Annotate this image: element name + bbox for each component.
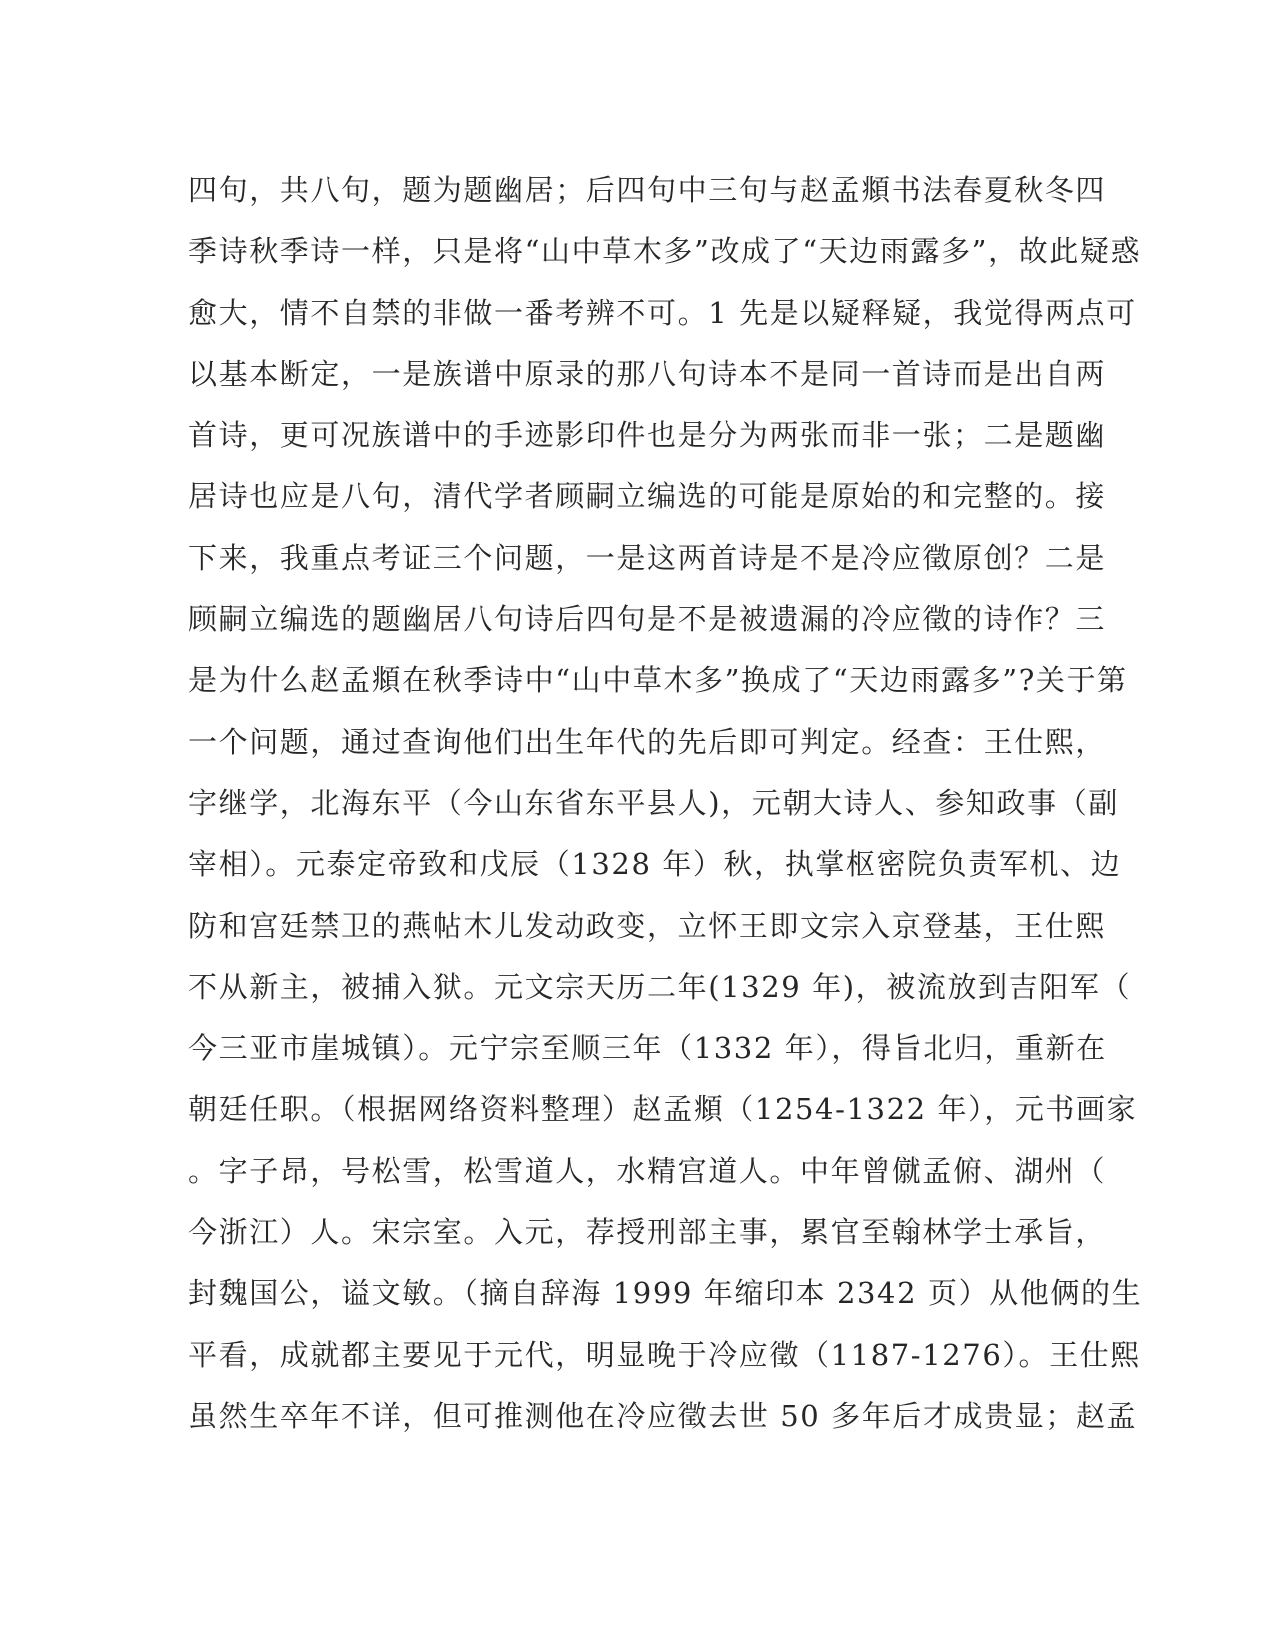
text-line-11: 字继学，北海东平（今山东省东平县人)，元朝大诗人、参知政事（副 (188, 785, 1119, 820)
text-line-18: 今浙江）人。宋宗室。入元，荐授刑部主事，累官至翰林学士承旨， (188, 1215, 1107, 1250)
text-line-4: 以基本断定，一是族谱中原录的那八句诗本不是同一首诗而是出自两 (188, 356, 1107, 391)
text-line-19: 封魏国公，谥文敏。（摘自辞海 1999 年缩印本 2342 页）从他俩的生 (188, 1276, 1143, 1311)
text-line-7: 下来，我重点考证三个问题，一是这两首诗是不是冷应徵原创？二是 (188, 540, 1107, 575)
text-line-8: 顾嗣立编选的题幽居八句诗后四句是不是被遗漏的冷应徵的诗作？三 (188, 602, 1107, 637)
text-line-17: 。字子昂，号松雪，松雪道人，水精宫道人。中年曾僦孟俯、湖州（ (188, 1153, 1107, 1188)
text-line-5: 首诗，更可况族谱中的手迹影印件也是分为两张而非一张；二是题幽 (188, 418, 1107, 453)
text-line-6: 居诗也应是八句，清代学者顾嗣立编选的可能是原始的和完整的。接 (188, 479, 1107, 514)
text-line-10: 一个问题，通过查询他们出生年代的先后即可判定。经查：王仕熙， (188, 724, 1107, 759)
text-line-13: 防和宫廷禁卫的燕帖木儿发动政变，立怀王即文宗入京登基，王仕熙 (188, 908, 1107, 943)
text-line-9: 是为什么赵孟頫在秋季诗中“山中草木多”换成了“天边雨露多”?关于第 (188, 663, 1128, 698)
text-line-1: 四句，共八句，题为题幽居；后四句中三句与赵孟頫书法春夏秋冬四 (188, 173, 1107, 207)
text-line-21: 虽然生卒年不详，但可推测他在冷应徵去世 50 多年后才成贵显；赵孟 (188, 1398, 1138, 1433)
body-text (188, 160, 1143, 1447)
text-line-15: 今三亚市崖城镇）。元宁宗至顺三年（1332 年），得旨北归，重新在 (188, 1031, 1107, 1066)
text-line-14: 不从新主，被捕入狱。元文宗天历二年(1329 年)，被流放到吉阳军（ (188, 969, 1132, 1004)
text-line-16: 朝廷任职。（根据网络资料整理）赵孟頫（1254-1322 年），元书画家 (188, 1092, 1138, 1127)
text-line-3: 愈大，情不自禁的非做一番考辨不可。1 先是以疑释疑，我觉得两点可 (188, 295, 1137, 330)
text-line-20: 平看，成就都主要见于元代，明显晚于冷应徵（1187-1276）。王仕熙 (188, 1337, 1141, 1372)
text-line-2: 季诗秋季诗一样，只是将“山中草木多”改成了“天边雨露多”，故此疑惑 (188, 234, 1142, 269)
text-line-12: 宰相）。元泰定帝致和戊辰（1328 年）秋，执掌枢密院负责军机、边 (188, 847, 1122, 882)
